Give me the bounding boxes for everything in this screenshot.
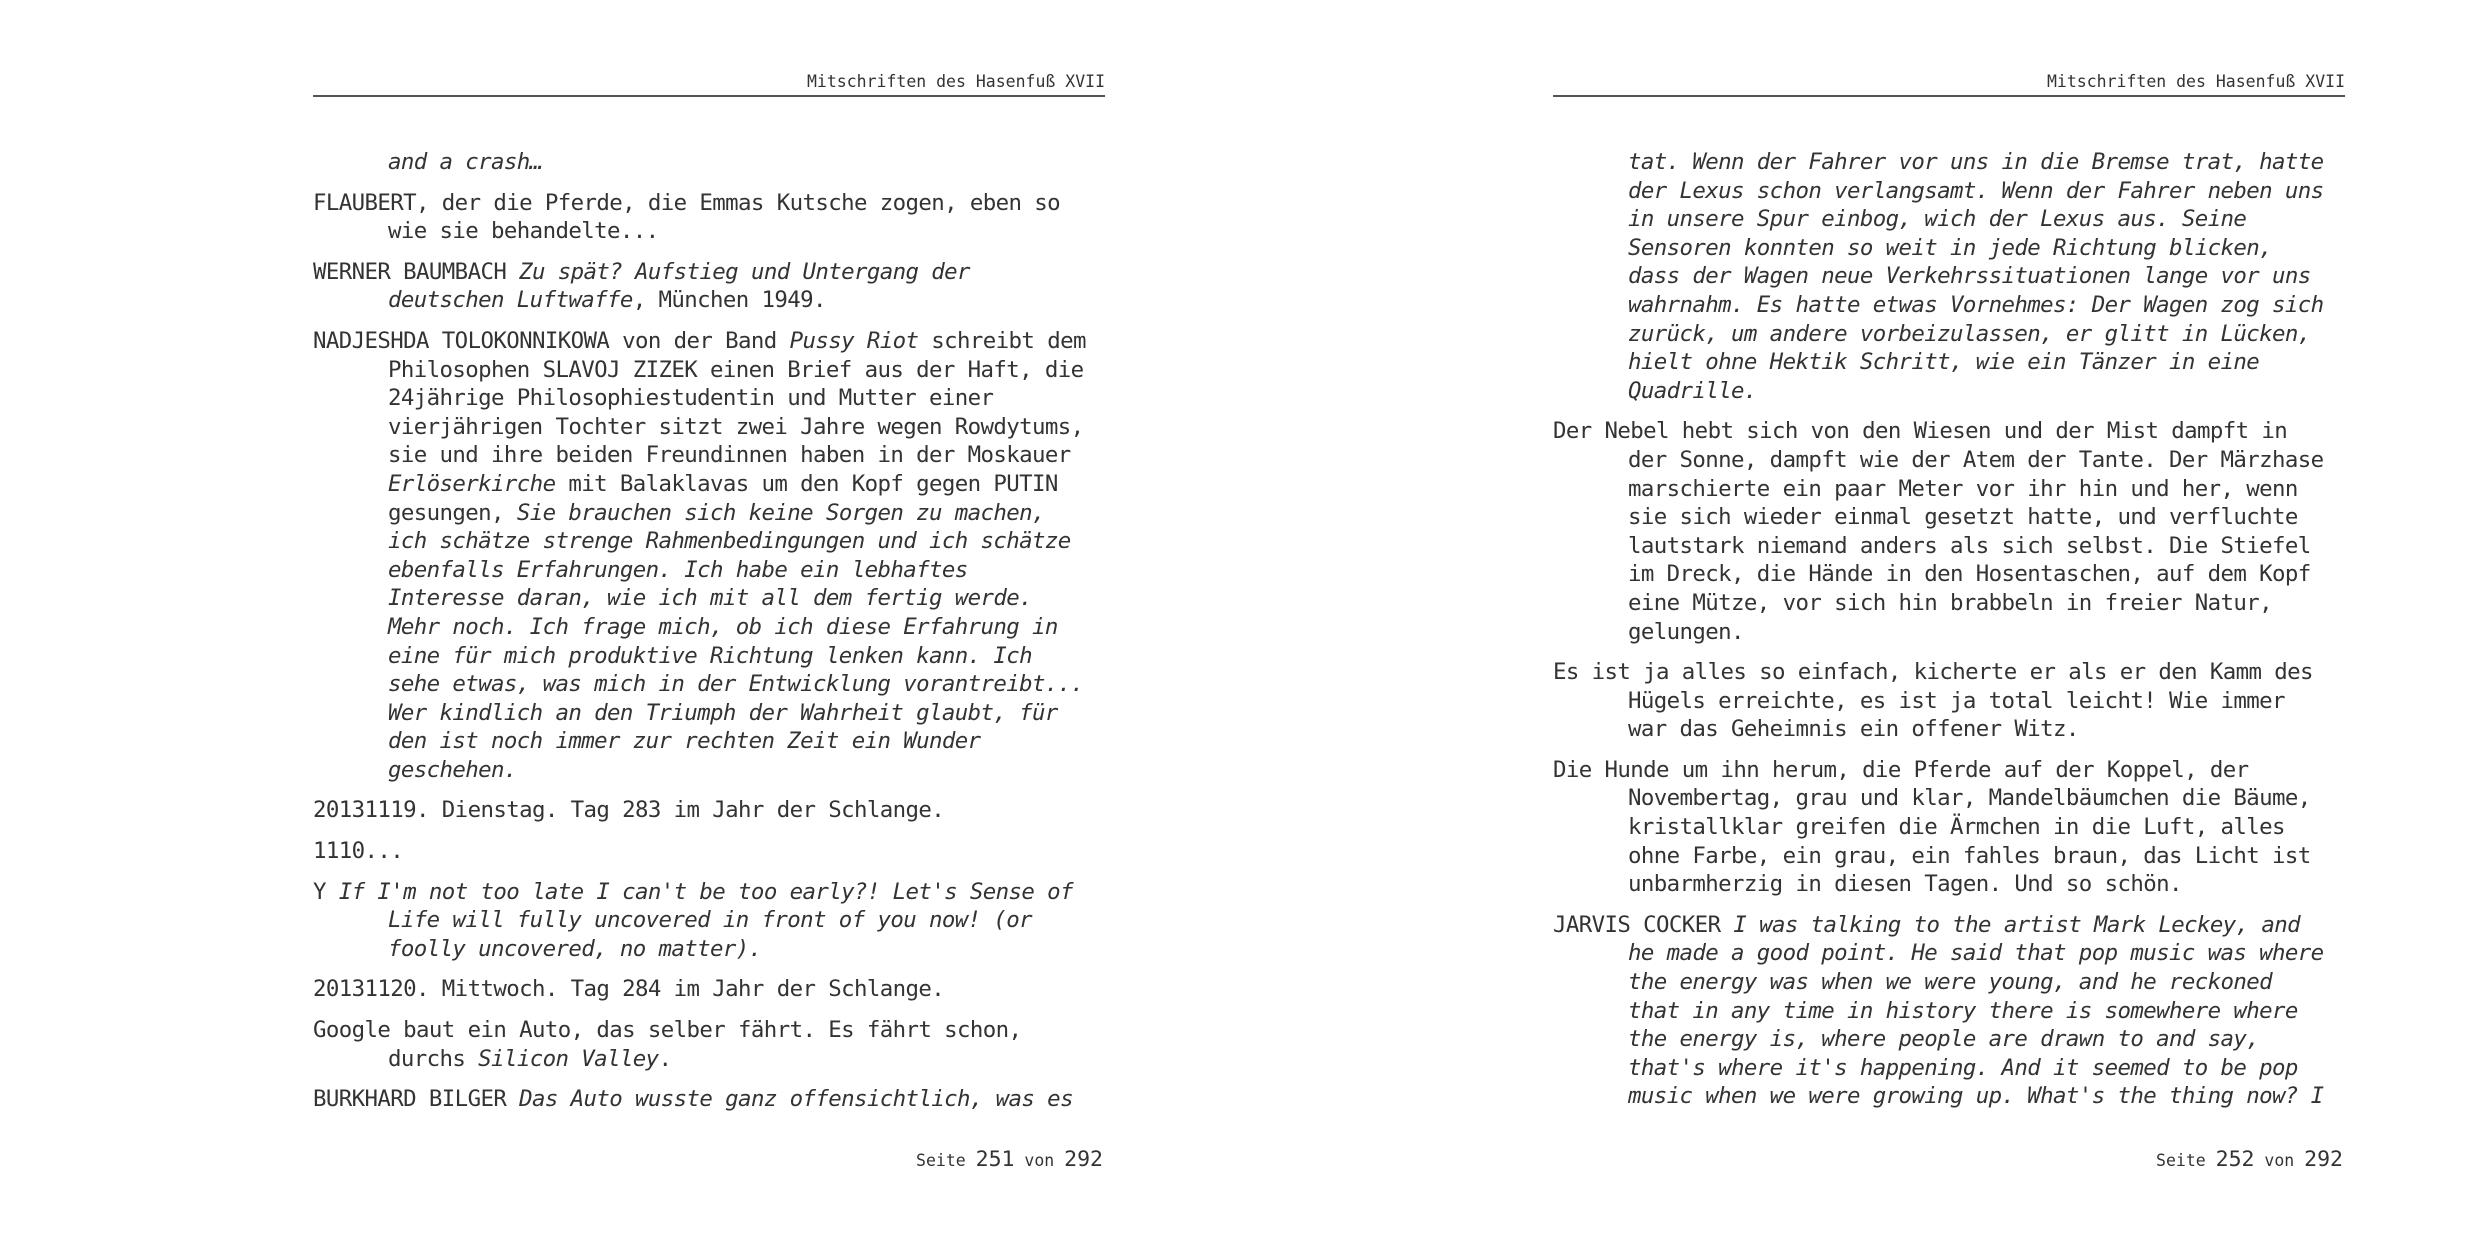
text-run: Der Nebel hebt sich von den Wiesen und der Mist dampft in der Sonne, dampft wie der Atem der Tante. Der Märzhase marschierte ein paar Meter vor ihr hin und her, wenn sie sich wieder einmal gesetzt hatte, und verfluchte lautstark niemand anders als sich selbst. Die Stiefel im Dreck, die Hände in den Hosentaschen, auf dem Kopf eine Mütze, vor sich hin brabbeln in freier Natur, gelungen.	[1553, 418, 2324, 645]
text-run: Google baut ein Auto, das selber fährt. Es fährt schon, durchs	[313, 1017, 1022, 1072]
text-run: 20131120. Mittwoch. Tag 284 im Jahr der Schlange.	[313, 976, 945, 1003]
paragraph	[313, 1085, 1113, 1114]
right-page	[1240, 0, 2480, 1240]
text-run: 1110...	[313, 838, 404, 865]
footer-mid: von	[2264, 1151, 2295, 1170]
paragraph	[1553, 658, 2353, 744]
page-body	[313, 148, 1113, 1126]
paragraph	[313, 837, 1113, 866]
text-run: Es ist ja alles so einfach, kicherte er als er den Kamm des Hügels erreichte, es ist ja total leicht! Wie immer war das Geheimnis ein offener Witz.	[1553, 659, 2313, 743]
footer-prefix: Seite	[2156, 1151, 2206, 1170]
paragraph	[1553, 756, 2353, 899]
footer-mid: von	[1024, 1151, 1055, 1170]
paragraph	[313, 1016, 1113, 1073]
running-header: Mitschriften des Hasenfuß XVII	[1553, 72, 2345, 97]
italic-run: Pussy Riot	[789, 327, 919, 354]
italic-run: and a crash…	[388, 149, 543, 175]
running-header: Mitschriften des Hasenfuß XVII	[313, 72, 1105, 97]
text-run: , München 1949.	[632, 287, 826, 314]
text-run: WERNER BAUMBACH	[313, 258, 520, 285]
paragraph	[1553, 417, 2353, 646]
page-number: 251	[975, 1147, 1015, 1172]
paragraph	[313, 148, 1113, 177]
italic-run: I was talking to the artist Mark Leckey, and he made a good point. He said that pop music was where the energy was when we were young, and he reckoned that in any time in history there is somewhere where the energy is, where people are drawn to and say, that's where it's happening. And it seemed to be pop music when we were growing up. What's the thing now? I	[1628, 911, 2324, 1110]
text-run: mit Balaklavas um den Kopf gegen PUTIN gesungen,	[388, 470, 1058, 526]
text-run: .	[658, 1045, 672, 1072]
page-footer	[313, 1147, 1103, 1172]
page-footer	[1553, 1147, 2343, 1172]
page-total: 292	[2304, 1147, 2343, 1172]
paragraph	[313, 878, 1113, 964]
paragraph	[313, 327, 1113, 785]
italic-run: Zu spät? Aufstieg und Untergang der deutschen Luftwaffe	[388, 258, 970, 314]
paragraph	[313, 796, 1113, 825]
page-body	[1553, 148, 2353, 1123]
italic-run: If I'm not too late I can't be too early?! Let's Sense of Life will fully uncovered in front of you now! (or foolly uncovered, no matter).	[338, 878, 1073, 962]
text-run: 20131119. Dienstag. Tag 283 im Jahr der Schlange.	[313, 797, 945, 824]
paragraph	[313, 258, 1113, 315]
paragraph	[313, 189, 1113, 246]
page-number: 252	[2215, 1147, 2255, 1172]
text-run: JARVIS COCKER	[1553, 911, 1734, 938]
text-run: schreibt dem Philosophen SLAVOJ ZIZEK einen Brief aus der Haft, die 24jährige Philosophiestudentin und Mutter einer vierjährigen Tochter sitzt zwei Jahre wegen Rowdytums, sie und ihre beiden Freundinnen haben in der Moskauer	[388, 327, 1086, 469]
page-total: 292	[1064, 1147, 1103, 1172]
italic-run: Silicon Valley	[478, 1045, 659, 1072]
text-run: BURKHARD BILGER	[313, 1086, 520, 1113]
text-run: FLAUBERT, der die Pferde, die Emmas Kutsche zogen, eben so wie sie behandelte...	[313, 189, 1061, 245]
paragraph	[313, 975, 1113, 1004]
text-run: NADJESHDA TOLOKONNIKOWA von der Band	[313, 327, 790, 354]
paragraph	[1553, 148, 2353, 405]
italic-run: Sie brauchen sich keine Sorgen zu machen, ich schätze strenge Rahmenbedingungen und ich schätze ebenfalls Erfahrungen. Ich habe ein lebhaftes Interesse daran, wie ich mit all dem fertig werde. Mehr noch. Ich frage mich, ob ich diese Erfahrung in eine für mich produktive Richtung lenken kann. Ich sehe etwas, was mich in der Entwicklung vorantreibt... Wer kindlich an den Triumph der Wahrheit glaubt, für den ist noch immer zur rechten Zeit ein Wunder geschehen.	[388, 499, 1084, 783]
paragraph	[1553, 911, 2353, 1111]
text-run: Y	[313, 878, 339, 905]
footer-prefix: Seite	[916, 1151, 966, 1170]
italic-run: Das Auto wusste ganz offensichtlich, was es	[519, 1086, 1073, 1113]
italic-run: Erlöserkirche	[388, 470, 556, 497]
italic-run: tat. Wenn der Fahrer vor uns in die Bremse trat, hatte der Lexus schon verlangsamt. Wenn der Fahrer neben uns in unsere Spur einbog, wich der Lexus aus. Seine Sensoren konnten so weit in jede Richtung blicken, dass der Wagen neue Verkehrssituationen lange vor uns wahrnahm. Es hatte etwas Vornehmes: Der Wagen zog sich zurück, um andere vorbeizulassen, er glitt in Lücken, hielt ohne Hektik Schritt, wie ein Tänzer in eine Quadrille.	[1628, 149, 2324, 404]
text-run: Die Hunde um ihn herum, die Pferde auf der Koppel, der Novembertag, grau und klar, Mandelbäumchen die Bäume, kristallklar greifen die Ärmchen in die Luft, alles ohne Farbe, ein grau, ein fahles braun, das Licht ist unbarmherzig in diesen Tagen. Und so schön.	[1553, 756, 2311, 898]
